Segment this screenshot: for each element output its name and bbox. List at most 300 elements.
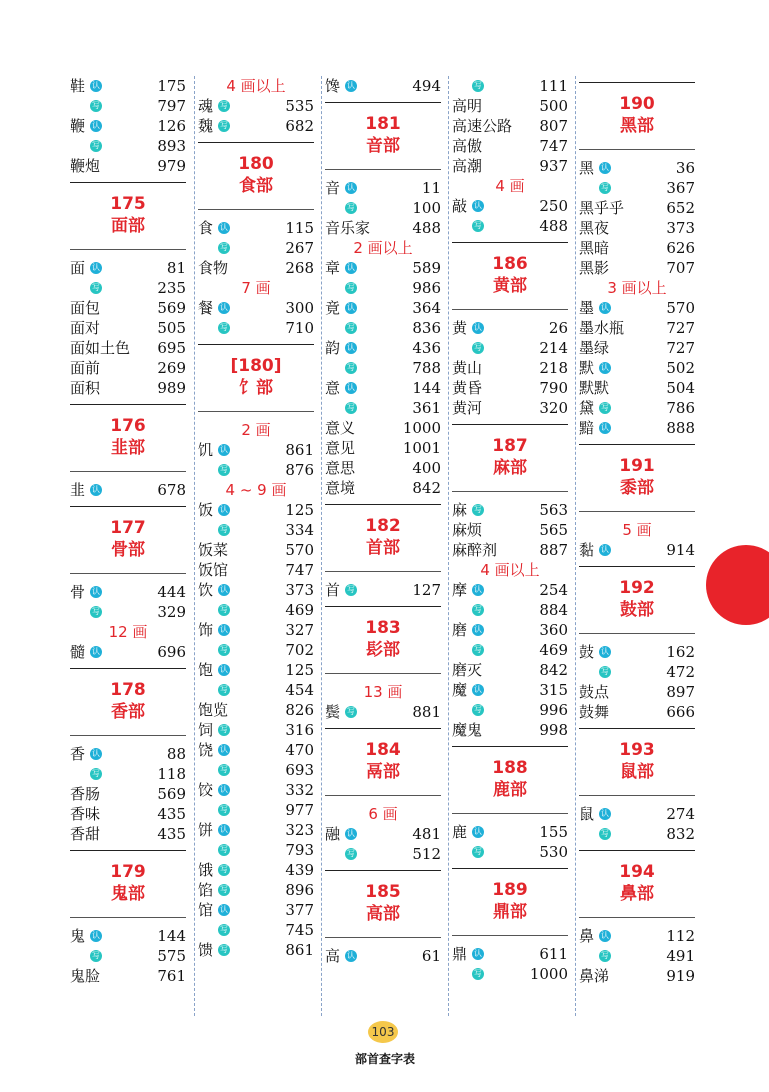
read-badge-icon: 认 [347, 263, 356, 272]
entry-page-number: 491 [666, 947, 695, 965]
entry-page-number: 436 [412, 339, 441, 357]
entry-page-number: 842 [539, 661, 568, 679]
entry-character: 饺 [198, 781, 214, 799]
write-badge-icon: 写 [220, 945, 229, 954]
index-entry [70, 278, 186, 298]
entry-character: 饶 [198, 741, 214, 759]
stroke-count-header: 2 画 [241, 421, 271, 439]
entry-character: 鼓 [579, 643, 595, 661]
entry-character: 黄 [452, 319, 468, 337]
index-entry [70, 156, 186, 176]
entry-character: 黄河 [452, 399, 483, 417]
entry-page-number: 914 [666, 541, 695, 559]
index-entry [198, 96, 314, 116]
entry-character: 韵 [325, 339, 341, 357]
index-entry [452, 944, 568, 964]
index-entry [198, 680, 314, 700]
entry-page-number: 790 [539, 379, 568, 397]
column-4 [452, 76, 568, 1016]
entry-character: 高傲 [452, 137, 483, 155]
entry-character: 音乐家 [325, 219, 371, 237]
entry-page-number: 888 [666, 419, 695, 437]
radical-name: 音部 [366, 136, 400, 156]
entry-character: 饲 [198, 721, 214, 739]
entry-character: 黑夜 [579, 219, 610, 237]
entry-page-number: 469 [539, 641, 568, 659]
read-badge-icon: 认 [92, 263, 101, 272]
radical-section-header [452, 746, 568, 814]
index-entry [579, 198, 695, 218]
read-badge-icon: 认 [220, 445, 229, 454]
index-entry [325, 76, 441, 96]
index-entry [579, 358, 695, 378]
index-entry [579, 642, 695, 662]
write-badge-icon: 写 [474, 847, 482, 856]
entry-page-number: 36 [675, 159, 695, 177]
index-entry [579, 804, 695, 824]
entry-page-number: 175 [157, 77, 186, 95]
radical-name: 黄部 [493, 276, 527, 296]
entry-page-number: 826 [285, 701, 314, 719]
index-entry [325, 378, 441, 398]
radical-name: 骨部 [111, 540, 145, 560]
read-badge-icon: 认 [474, 827, 483, 836]
radical-section-header [198, 142, 314, 210]
index-entry [70, 298, 186, 318]
entry-character: 魂 [198, 97, 214, 115]
read-badge-icon: 认 [601, 931, 610, 940]
write-badge-icon: 写 [474, 969, 482, 978]
entry-character: 饭菜 [198, 541, 229, 559]
write-badge-icon: 写 [601, 403, 610, 412]
entry-page-number: 320 [539, 399, 568, 417]
write-badge-icon: 写 [92, 607, 100, 616]
write-badge-icon: 写 [220, 725, 229, 734]
radical-name: 黍部 [620, 478, 654, 498]
radical-number: 182 [365, 516, 401, 536]
read-badge-icon: 认 [220, 905, 229, 914]
index-page [70, 76, 696, 1016]
read-badge-icon: 认 [347, 343, 356, 352]
read-badge-icon: 认 [347, 183, 356, 192]
index-entry [325, 178, 441, 198]
index-entry [198, 720, 314, 740]
entry-character: 鞭 [70, 117, 86, 135]
page-number: 103 [368, 1021, 398, 1043]
index-entry [452, 76, 568, 96]
radical-number: 187 [492, 436, 528, 456]
entry-page-number: 589 [412, 259, 441, 277]
entry-page-number: 807 [539, 117, 568, 135]
index-entry [325, 478, 441, 498]
index-entry [70, 116, 186, 136]
entry-page-number: 11 [421, 179, 441, 197]
entry-page-number: 569 [157, 299, 186, 317]
write-badge-icon: 写 [347, 585, 356, 594]
read-badge-icon: 认 [601, 809, 610, 818]
entry-character: 面前 [70, 359, 101, 377]
radical-number: 193 [619, 740, 655, 760]
radical-name: 鼓部 [620, 600, 654, 620]
entry-page-number: 364 [412, 299, 441, 317]
read-badge-icon: 认 [92, 587, 101, 596]
stroke-count-header: 3 画以上 [607, 279, 667, 297]
write-badge-icon: 写 [220, 243, 228, 252]
entry-page-number: 1001 [402, 439, 441, 457]
entry-page-number: 996 [539, 701, 568, 719]
stroke-count-header: 4 画 [495, 177, 525, 195]
entry-character: 饱 [198, 661, 214, 679]
entry-page-number: 400 [412, 459, 441, 477]
radical-name: 鼻部 [620, 884, 654, 904]
radical-number: 177 [110, 518, 146, 538]
entry-character: 面如土色 [70, 339, 131, 357]
entry-page-number: 707 [666, 259, 695, 277]
radical-section-header [325, 606, 441, 674]
entry-page-number: 254 [539, 581, 568, 599]
entry-page-number: 842 [412, 479, 441, 497]
write-badge-icon: 写 [220, 121, 229, 130]
index-entry [452, 96, 568, 116]
column-divider [448, 76, 449, 1016]
index-entry [579, 946, 695, 966]
stroke-count-header: 7 画 [241, 279, 271, 297]
index-entry [325, 458, 441, 478]
entry-page-number: 112 [666, 927, 695, 945]
entry-character: 食物 [198, 259, 229, 277]
index-entry [198, 760, 314, 780]
radical-name: 鬲部 [366, 762, 400, 782]
index-entry [198, 880, 314, 900]
index-entry [70, 378, 186, 398]
radical-name: 食部 [239, 176, 273, 196]
index-entry [452, 822, 568, 842]
radical-number: 176 [110, 416, 146, 436]
read-badge-icon: 认 [474, 625, 483, 634]
entry-character: 默 [579, 359, 595, 377]
entry-character: 馆 [198, 901, 214, 919]
index-entry [325, 258, 441, 278]
entry-character: 饮 [198, 581, 214, 599]
entry-character: 鹿 [452, 823, 468, 841]
write-badge-icon: 写 [220, 323, 228, 332]
index-entry [452, 318, 568, 338]
radical-number: 185 [365, 882, 401, 902]
index-entry [70, 582, 186, 602]
entry-character: 鼠 [579, 805, 595, 823]
index-entry [452, 720, 568, 740]
entry-page-number: 897 [666, 683, 695, 701]
entry-page-number: 652 [666, 199, 695, 217]
write-badge-icon: 写 [220, 765, 228, 774]
entry-character: 黑 [579, 159, 595, 177]
index-entry [325, 298, 441, 318]
entry-page-number: 570 [666, 299, 695, 317]
entry-page-number: 267 [285, 239, 314, 257]
entry-character: 意义 [325, 419, 356, 437]
entry-page-number: 144 [412, 379, 441, 397]
entry-page-number: 125 [285, 501, 314, 519]
column-5 [579, 76, 695, 1016]
write-badge-icon: 写 [220, 101, 229, 110]
entry-page-number: 710 [285, 319, 314, 337]
entry-page-number: 702 [285, 641, 314, 659]
read-badge-icon: 认 [92, 749, 101, 758]
read-badge-icon: 认 [347, 951, 356, 960]
read-badge-icon: 认 [474, 949, 483, 958]
entry-character: 面积 [70, 379, 101, 397]
entry-page-number: 693 [285, 761, 314, 779]
column-3 [325, 76, 441, 1016]
index-entry [452, 520, 568, 540]
entry-character: 黄昏 [452, 379, 483, 397]
radical-section-header [579, 728, 695, 796]
write-badge-icon: 写 [347, 849, 355, 858]
entry-character: 摩 [452, 581, 468, 599]
read-badge-icon: 认 [92, 121, 101, 130]
index-entry [198, 440, 314, 460]
index-entry [325, 198, 441, 218]
write-badge-icon: 写 [474, 221, 482, 230]
index-entry [70, 926, 186, 946]
entry-character: 鬓 [325, 703, 341, 721]
read-badge-icon: 认 [220, 625, 229, 634]
entry-page-number: 884 [539, 601, 568, 619]
entry-character: 意境 [325, 479, 356, 497]
entry-page-number: 454 [285, 681, 314, 699]
entry-character: 竟 [325, 299, 341, 317]
radical-number: 179 [110, 862, 146, 882]
entry-character: 鼻涕 [579, 967, 610, 985]
write-badge-icon: 写 [601, 951, 609, 960]
stroke-count-header: 2 画以上 [353, 239, 413, 257]
index-entry [452, 600, 568, 620]
entry-page-number: 361 [412, 399, 441, 417]
radical-section-header [70, 182, 186, 250]
index-entry [70, 744, 186, 764]
entry-page-number: 250 [539, 197, 568, 215]
index-entry [70, 76, 186, 96]
index-entry [579, 318, 695, 338]
write-badge-icon: 写 [347, 323, 355, 332]
entry-character: 鼓点 [579, 683, 610, 701]
entry-character: 墨 [579, 299, 595, 317]
index-entry [70, 642, 186, 662]
index-entry [579, 926, 695, 946]
read-badge-icon: 认 [220, 785, 229, 794]
radical-section-header [579, 850, 695, 918]
index-entry [579, 378, 695, 398]
entry-character: 魏 [198, 117, 214, 135]
index-entry [452, 196, 568, 216]
entry-page-number: 861 [285, 441, 314, 459]
write-badge-icon: 写 [601, 183, 609, 192]
index-entry [452, 964, 568, 984]
index-entry [70, 136, 186, 156]
radical-number: 189 [492, 880, 528, 900]
write-badge-icon: 写 [601, 829, 609, 838]
write-badge-icon: 写 [220, 805, 228, 814]
radical-section-header [325, 728, 441, 796]
entry-character: 鼓舞 [579, 703, 610, 721]
entry-character: 默默 [579, 379, 610, 397]
radical-name: 髟部 [366, 640, 400, 660]
entry-page-number: 832 [666, 825, 695, 843]
entry-page-number: 793 [285, 841, 314, 859]
entry-page-number: 977 [285, 801, 314, 819]
entry-page-number: 611 [539, 945, 568, 963]
write-badge-icon: 写 [474, 605, 482, 614]
entry-page-number: 162 [666, 643, 695, 661]
index-entry [579, 238, 695, 258]
read-badge-icon: 认 [92, 931, 101, 940]
index-entry [198, 238, 314, 258]
stroke-count-header: 4 画以上 [480, 561, 540, 579]
index-entry [579, 398, 695, 418]
index-entry [579, 966, 695, 986]
entry-page-number: 786 [666, 399, 695, 417]
entry-page-number: 214 [539, 339, 568, 357]
index-entry [70, 318, 186, 338]
entry-page-number: 565 [539, 521, 568, 539]
entry-page-number: 836 [412, 319, 441, 337]
index-entry [198, 540, 314, 560]
index-entry [325, 278, 441, 298]
entry-character: 骨 [70, 583, 86, 601]
entry-page-number: 332 [285, 781, 314, 799]
index-entry [198, 700, 314, 720]
write-badge-icon: 写 [220, 525, 228, 534]
entry-page-number: 761 [157, 967, 186, 985]
entry-character: 鞭炮 [70, 157, 101, 175]
radical-section-header [452, 424, 568, 492]
entry-page-number: 435 [157, 805, 186, 823]
entry-character: 高 [325, 947, 341, 965]
index-entry [325, 824, 441, 844]
index-entry [452, 500, 568, 520]
entry-page-number: 218 [539, 359, 568, 377]
index-entry [70, 258, 186, 278]
read-badge-icon: 认 [474, 685, 483, 694]
entry-page-number: 144 [157, 927, 186, 945]
read-badge-icon: 认 [601, 647, 610, 656]
entry-character: 高明 [452, 97, 483, 115]
index-entry [452, 540, 568, 560]
entry-page-number: 979 [157, 157, 186, 175]
stroke-count-header: 4 ~ 9 画 [225, 481, 287, 499]
index-entry [70, 96, 186, 116]
index-entry [325, 218, 441, 238]
column-2 [198, 76, 314, 1016]
index-entry [198, 660, 314, 680]
entry-character: 香味 [70, 805, 101, 823]
index-entry [325, 844, 441, 864]
radical-section-header [325, 870, 441, 938]
entry-page-number: 111 [539, 77, 568, 95]
read-badge-icon: 认 [474, 201, 483, 210]
entry-page-number: 488 [539, 217, 568, 235]
entry-page-number: 118 [157, 765, 186, 783]
read-badge-icon: 认 [601, 423, 610, 432]
index-entry [452, 680, 568, 700]
entry-page-number: 315 [539, 681, 568, 699]
entry-page-number: 439 [285, 861, 314, 879]
entry-page-number: 360 [539, 621, 568, 639]
entry-character: 饰 [198, 621, 214, 639]
index-entry [198, 318, 314, 338]
entry-character: 馈 [198, 941, 214, 959]
radical-number: 192 [619, 578, 655, 598]
entry-page-number: 666 [666, 703, 695, 721]
index-entry [325, 580, 441, 600]
index-entry [579, 682, 695, 702]
index-entry [452, 156, 568, 176]
write-badge-icon: 写 [347, 363, 355, 372]
index-entry [325, 418, 441, 438]
read-badge-icon: 认 [220, 223, 229, 232]
index-entry [452, 842, 568, 862]
index-entry [198, 900, 314, 920]
index-entry [452, 580, 568, 600]
stroke-count-header: 4 画以上 [226, 77, 286, 95]
radical-name: 饣部 [239, 378, 273, 398]
entry-page-number: 494 [412, 77, 441, 95]
stroke-count-header: 5 画 [622, 521, 652, 539]
entry-page-number: 569 [157, 785, 186, 803]
write-badge-icon: 写 [474, 81, 482, 90]
entry-page-number: 887 [539, 541, 568, 559]
entry-page-number: 512 [412, 845, 441, 863]
entry-page-number: 998 [539, 721, 568, 739]
radical-number: 178 [110, 680, 146, 700]
entry-page-number: 727 [666, 319, 695, 337]
read-badge-icon: 认 [220, 745, 229, 754]
write-badge-icon: 写 [474, 645, 482, 654]
column-1 [70, 76, 186, 1016]
entry-character: 饭馆 [198, 561, 229, 579]
index-entry [325, 398, 441, 418]
radical-number: 180 [238, 154, 274, 174]
entry-character: 墨水瓶 [579, 319, 625, 337]
index-entry [198, 640, 314, 660]
index-entry [579, 540, 695, 560]
entry-page-number: 989 [157, 379, 186, 397]
radical-section-header [70, 506, 186, 574]
entry-character: 麻烦 [452, 521, 483, 539]
write-badge-icon: 写 [347, 403, 355, 412]
entry-page-number: 367 [666, 179, 695, 197]
entry-page-number: 481 [412, 825, 441, 843]
index-entry [452, 660, 568, 680]
entry-page-number: 682 [285, 117, 314, 135]
entry-page-number: 876 [285, 461, 314, 479]
index-entry [452, 136, 568, 156]
radical-name: 首部 [366, 538, 400, 558]
read-badge-icon: 认 [220, 505, 229, 514]
index-entry [325, 338, 441, 358]
entry-character: 墨绿 [579, 339, 610, 357]
entry-page-number: 505 [157, 319, 186, 337]
index-entry [579, 662, 695, 682]
radical-name: 黑部 [620, 116, 654, 136]
entry-character: 饥 [198, 441, 214, 459]
read-badge-icon: 认 [347, 383, 356, 392]
entry-character: 香肠 [70, 785, 101, 803]
read-badge-icon: 认 [474, 585, 483, 594]
radical-name: 鬼部 [111, 884, 145, 904]
radical-section-header [325, 102, 441, 170]
entry-page-number: 504 [666, 379, 695, 397]
